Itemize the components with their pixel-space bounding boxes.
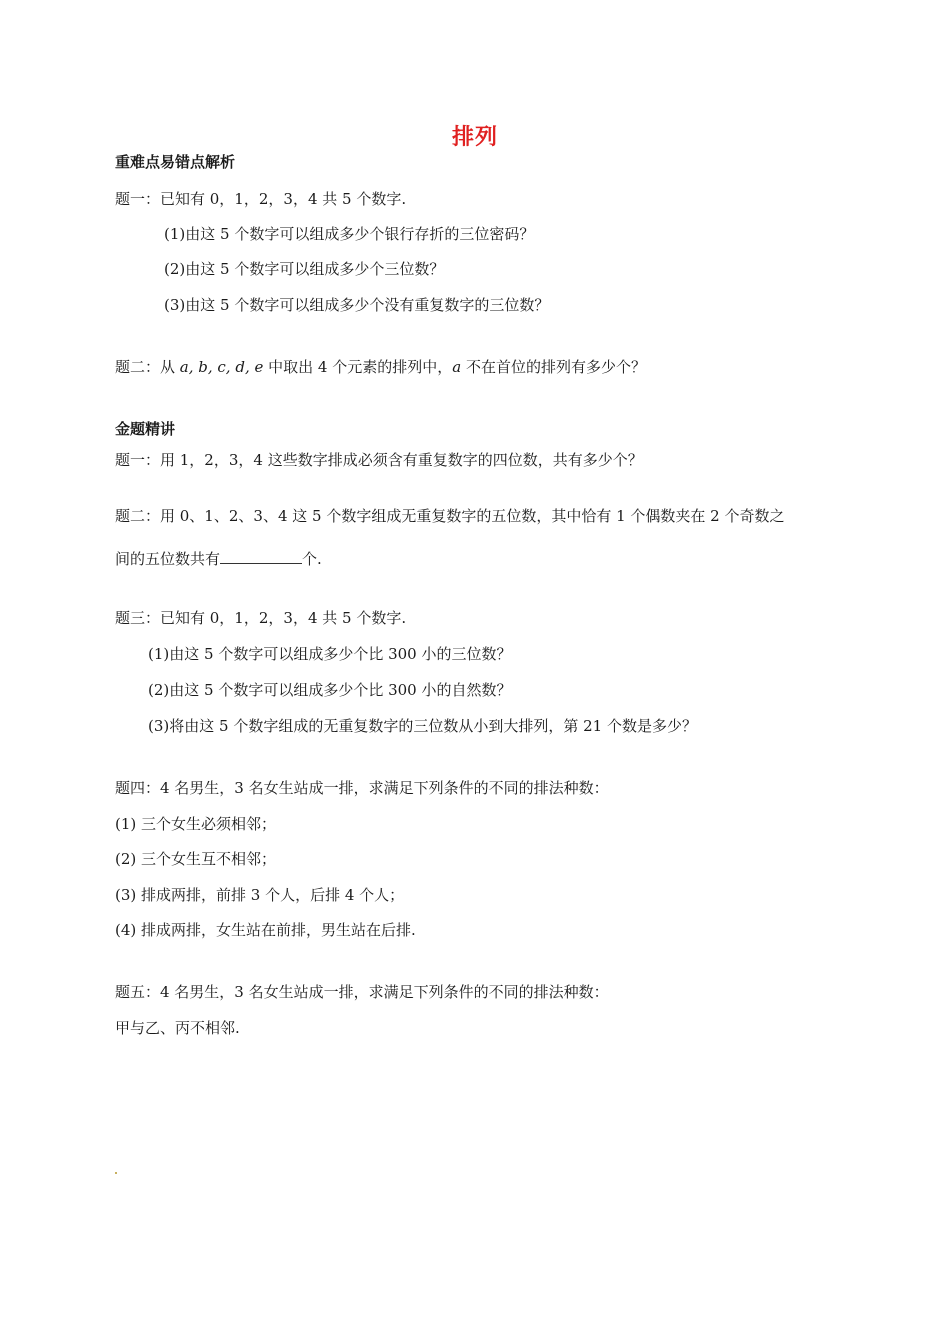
s2-q4-stem: 题四：4 名男生，3 名女生站成一排，求满足下列条件的不同的排法种数： bbox=[115, 779, 609, 797]
s2-q4-part-2: (2) 三个女生互不相邻； bbox=[115, 850, 277, 868]
s1-q1-stem: 题一：已知有 0，1，2，3，4 共 5 个数字. bbox=[115, 190, 407, 208]
s1-q1-part-3: (3)由这 5 个数字可以组成多少个没有重复数字的三位数？ bbox=[164, 296, 550, 314]
section-heading-key-points: 重难点易错点解析 bbox=[115, 153, 236, 171]
s2-q3-part-2: (2)由这 5 个数字可以组成多少个比 300 小的自然数？ bbox=[148, 681, 512, 699]
s2-q4-part-1: (1) 三个女生必须相邻； bbox=[115, 815, 277, 833]
s2-q2-line1: 题二：用 0、1、2、3、4 这 5 个数字组成无重复数字的五位数，其中恰有 1 个偶数夹在 2 个奇数之 bbox=[115, 507, 785, 525]
s1-q2-letters: a, b, c, d, e bbox=[179, 358, 264, 376]
s1-q1-part-2: (2)由这 5 个数字可以组成多少个三位数？ bbox=[164, 260, 445, 278]
s1-q2-middle: 中取出 4 个元素的排列中， bbox=[263, 358, 453, 376]
s2-q4-part-3: (3) 排成两排，前排 3 个人，后排 4 个人； bbox=[115, 886, 405, 904]
section-heading-golden-problems: 金题精讲 bbox=[115, 420, 176, 438]
s1-q2 bbox=[115, 357, 646, 377]
s2-q3-stem: 题三：已知有 0，1，2，3，4 共 5 个数字. bbox=[115, 609, 407, 627]
s2-q3-part-1: (1)由这 5 个数字可以组成多少个比 300 小的三位数？ bbox=[148, 645, 512, 663]
s2-q4-part-4: (4) 排成两排，女生站在前排，男生站在后排. bbox=[115, 921, 416, 939]
s2-q2-line2-after: 个. bbox=[302, 550, 322, 568]
s1-q2-prefix: 题二：从 bbox=[115, 358, 180, 376]
s2-q2-line2 bbox=[115, 549, 322, 569]
answer-blank bbox=[220, 549, 302, 564]
s2-q5-stem: 题五：4 名男生，3 名女生站成一排，求满足下列条件的不同的排法种数： bbox=[115, 983, 609, 1001]
s1-q2-suffix: 不在首位的排列有多少个？ bbox=[461, 358, 646, 376]
s1-q2-letter-a: a bbox=[452, 358, 462, 376]
page-title: 排列 bbox=[451, 125, 498, 150]
s2-q1: 题一：用 1，2，3，4 这些数字排成必须含有重复数字的四位数，共有多少个？ bbox=[115, 451, 643, 469]
s2-q5-detail: 甲与乙、丙不相邻. bbox=[115, 1019, 240, 1037]
s2-q3-part-3: (3)将由这 5 个数字组成的无重复数字的三位数从小到大排列，第 21 个数是多少？ bbox=[148, 717, 697, 735]
s1-q1-part-1: (1)由这 5 个数字可以组成多少个银行存折的三位密码？ bbox=[164, 225, 535, 243]
s2-q2-line2-before: 间的五位数共有 bbox=[115, 550, 221, 568]
stray-dot bbox=[115, 1172, 117, 1174]
